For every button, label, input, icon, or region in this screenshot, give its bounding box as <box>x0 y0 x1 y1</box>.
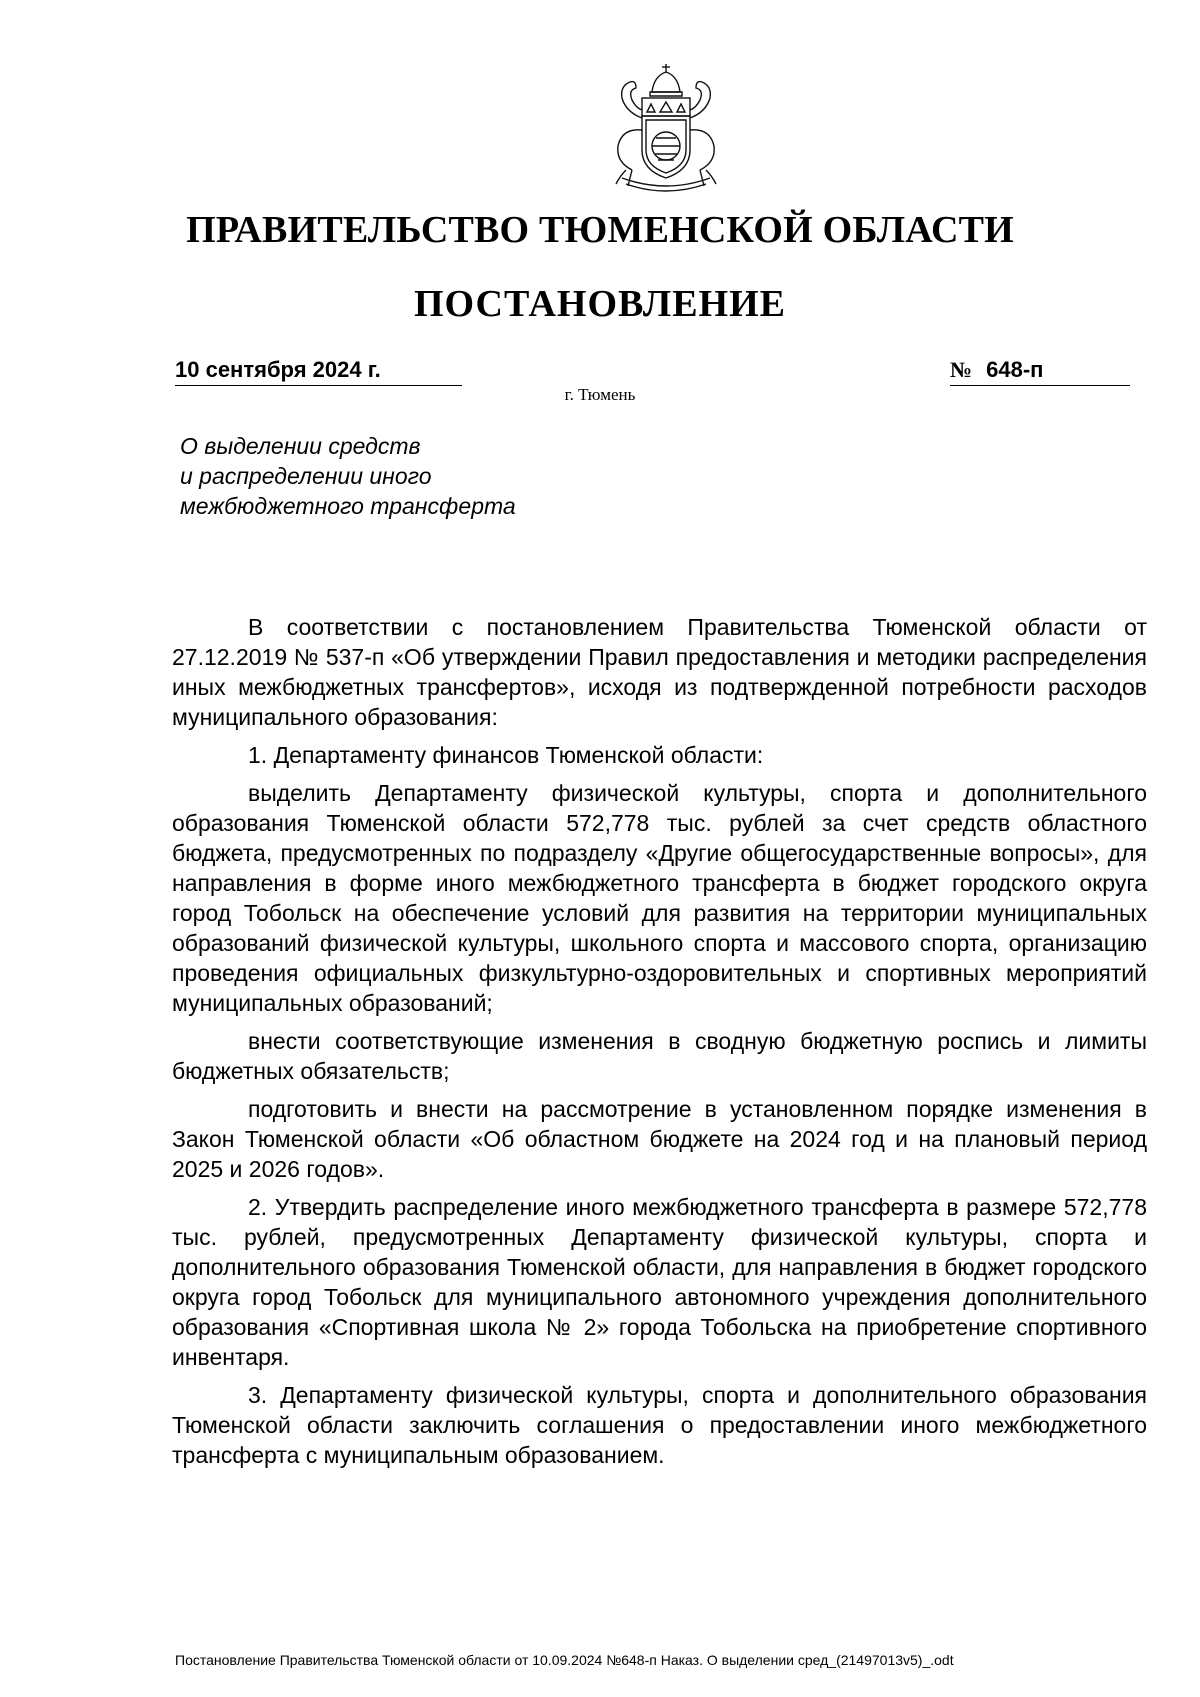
subject-line: межбюджетного трансферта <box>180 493 516 519</box>
body-paragraph-allocate: выделить Департаменту физической культуры, спорта и дополнительного образования Тюменской области 572,778 тыс. рублей за счет средств областного бюджета, предусмотренных по подразделу «Другие общегосударственные вопросы», для направления в форме иного межбюджетного трансферта в бюджет городского округа город Тобольск на обеспечение условий для развития на территории муниципальных образований физической культуры, школьного спорта и массового спорта, организацию проведения официальных физкультурно-оздоровительных и спортивных мероприятий муниципальных образований; <box>172 780 1147 1016</box>
document-date-value: 10 сентября 2024 г. <box>175 357 381 382</box>
coat-of-arms-emblem <box>592 58 740 194</box>
body-paragraph-preamble: В соответствии с постановлением Правительства Тюменской области от 27.12.2019 № 537-п «Об утверждении Правил предоставления и методики распределения иных межбюджетных трансфертов», исходя из подтвержденной потребности расходов муниципального образования: <box>172 614 1147 730</box>
document-number-value: 648-п <box>986 357 1044 382</box>
number-sign: № <box>950 357 973 382</box>
issue-city: г. Тюмень <box>564 385 636 404</box>
document-number <box>950 355 1130 386</box>
body-paragraph-item-3: 3. Департаменту физической культуры, спорта и дополнительного образования Тюменской области заключить соглашения о предоставлении иного межбюджетного трансферта с муниципальным образованием. <box>172 1382 1147 1468</box>
document-footer: Постановление Правительства Тюменской области от 10.09.2024 №648-п Наказ. О выделении сред_(21497013v5)_.odt <box>175 1652 954 1668</box>
body-paragraph-prepare-law: подготовить и внести на рассмотрение в установленном порядке изменения в Закон Тюменской области «Об областном бюджете на 2024 год и на плановый период 2025 и 2026 годов». <box>172 1096 1147 1182</box>
subject-line: и распределении иного <box>180 463 432 489</box>
body-paragraph-item-2: 2. Утвердить распределение иного межбюджетного трансферта в размере 572,778 тыс. рублей, предусмотренных Департаменту физической культуры, спорта и дополнительного образования Тюменской области, для направления в бюджет городского округа город Тобольск для муниципального автономного учреждения дополнительного образования «Спортивная школа № 2» города Тобольска на приобретение спортивного инвентаря. <box>172 1194 1147 1370</box>
document-subject <box>180 431 516 521</box>
document-date <box>175 355 462 386</box>
body-paragraph-amend-budget: внести соответствующие изменения в сводную бюджетную роспись и лимиты бюджетных обязательств; <box>172 1028 1147 1084</box>
body-paragraph-item-1: 1. Департаменту финансов Тюменской области: <box>248 742 764 768</box>
subject-line: О выделении средств <box>180 433 421 459</box>
document-body <box>172 612 1147 1478</box>
document-type-heading: ПОСТАНОВЛЕНИЕ <box>413 283 787 325</box>
organization-title: ПРАВИТЕЛЬСТВО ТЮМЕНСКОЙ ОБЛАСТИ <box>186 209 1014 251</box>
